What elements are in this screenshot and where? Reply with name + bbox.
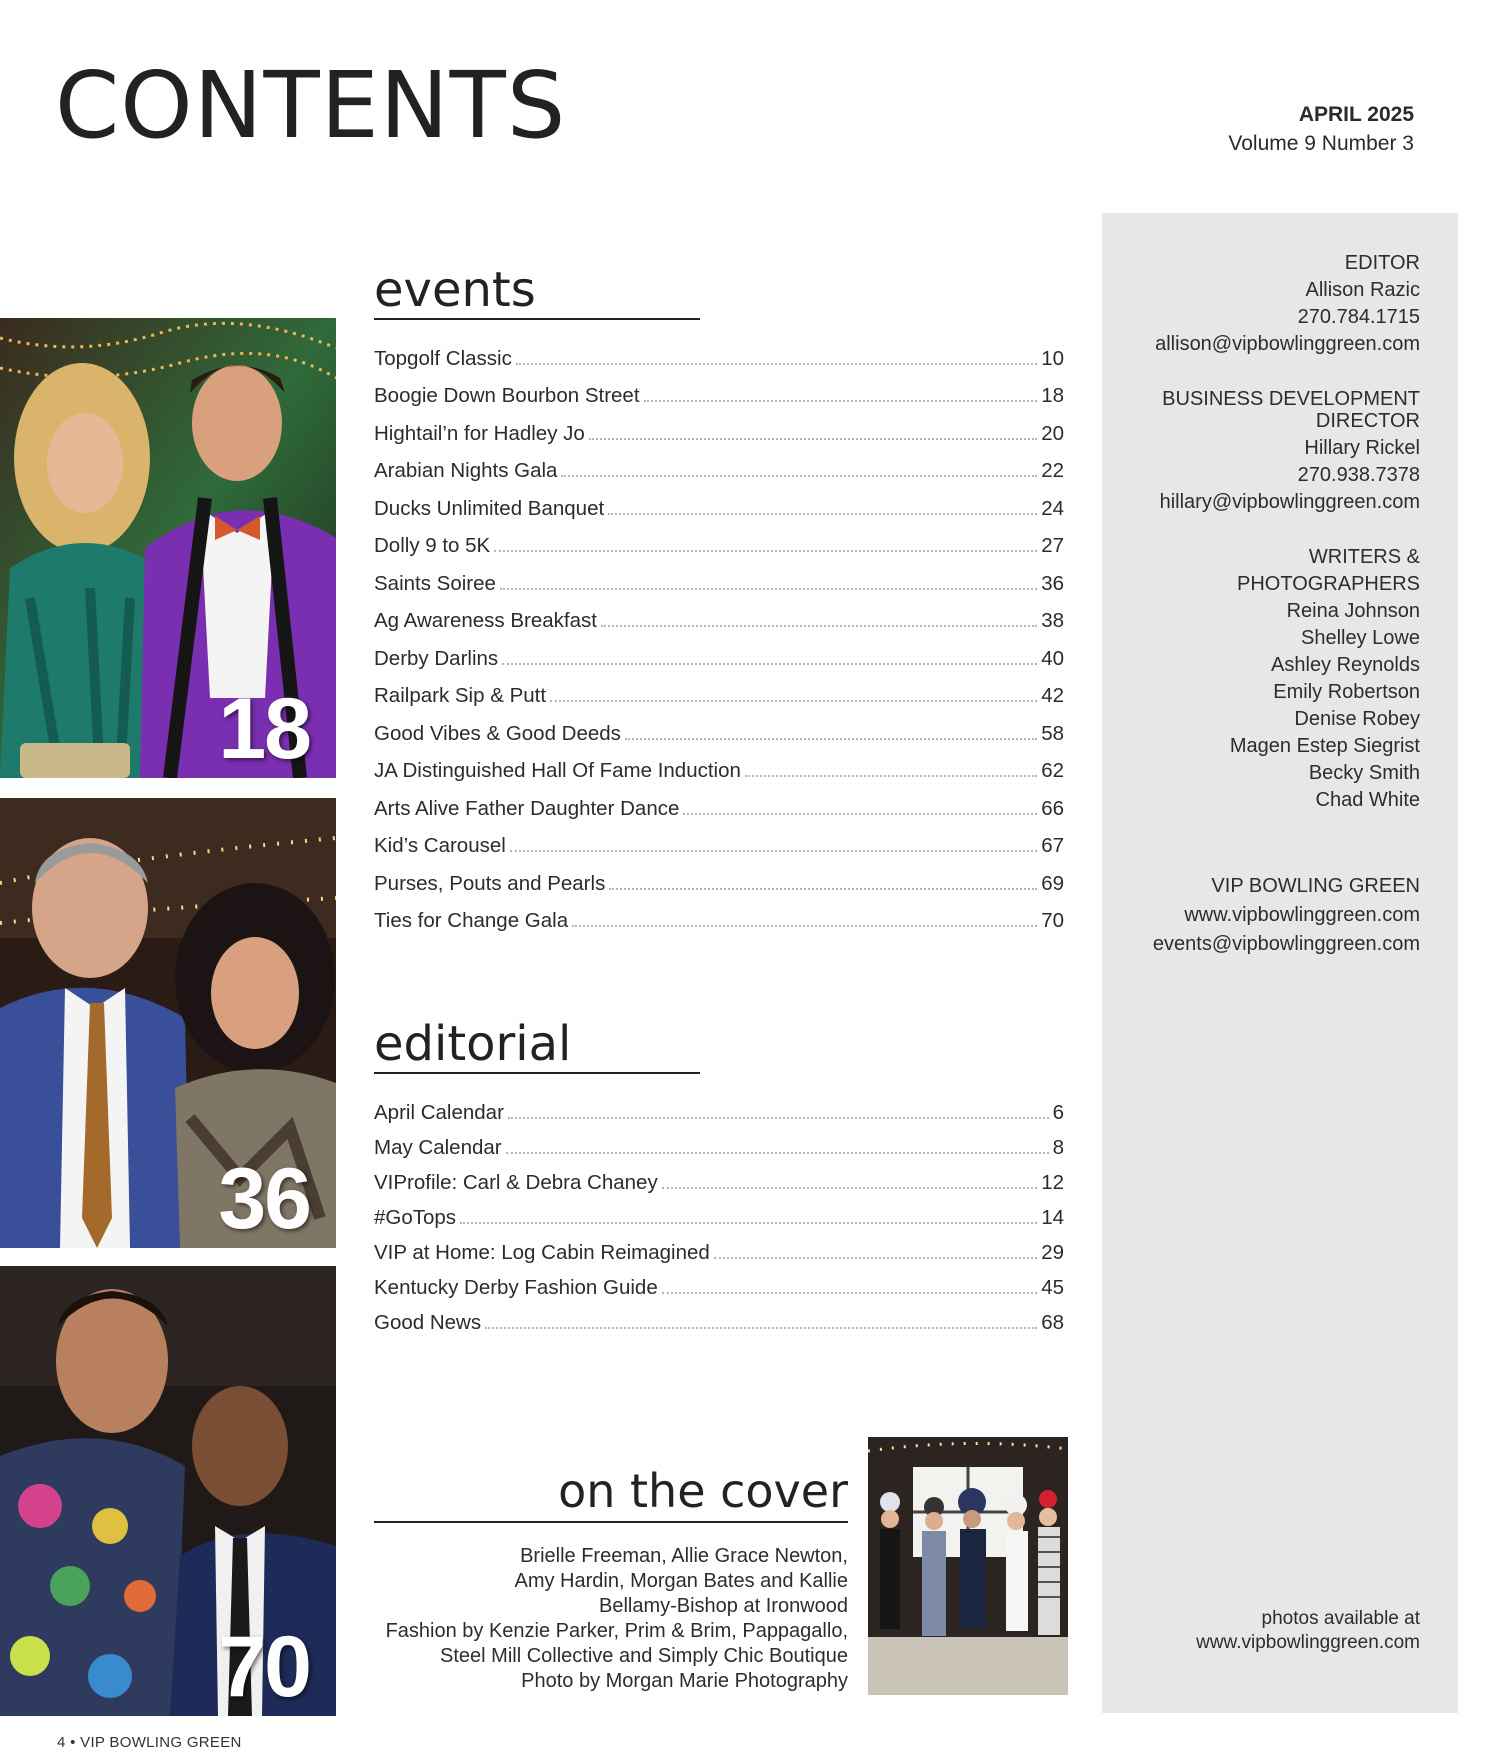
writer-name: Reina Johnson [1286,600,1420,622]
toc-entry-page: 45 [1041,1276,1064,1299]
writer-name: Becky Smith [1308,762,1420,784]
dot-leader [485,1327,1037,1329]
toc-row[interactable] [374,896,1064,934]
publication-website[interactable]: www.vipbowlinggreen.com [1184,904,1420,926]
publication-name: VIP BOWLING GREEN [1211,875,1420,897]
toc-entry-title: Kentucky Derby Fashion Guide [374,1276,658,1299]
toc-entry-title: Arts Alive Father Daughter Dance [374,796,680,820]
issue-month: APRIL 2025 [1298,103,1414,126]
toc-entry-title: April Calendar [374,1101,504,1124]
toc-entry-page: 12 [1041,1171,1064,1194]
photo-page-number: 18 [218,681,310,777]
toc-row[interactable] [374,1195,1064,1230]
event-photo-36 [0,798,336,1248]
toc-entry-page: 62 [1041,759,1064,782]
photo-page-number: 70 [218,1619,310,1715]
toc-row[interactable] [374,371,1064,409]
writer-name: Emily Robertson [1273,681,1420,703]
issue-info [1228,100,1414,158]
editor-phone: 270.784.1715 [1297,306,1420,328]
toc-entry-title: Good Vibes & Good Deeds [374,721,621,745]
cover-caption [374,1544,848,1694]
toc-entry-page: 20 [1041,421,1064,445]
event-photo-18 [0,318,336,778]
business-phone: 270.938.7378 [1297,464,1420,486]
cover-photo [868,1437,1068,1695]
toc-entry-title: Saints Soiree [374,571,496,595]
business-title-line1: BUSINESS DEVELOPMENT [1162,388,1420,410]
toc-entry-page: 22 [1041,459,1064,482]
toc-entry-title: Kid’s Carousel [374,834,506,857]
dot-leader [683,813,1037,815]
editor-name: Allison Razic [1305,279,1420,301]
footer-page-number: 4 [57,1734,66,1751]
cover-photo-image [868,1437,1068,1695]
toc-row[interactable] [374,708,1064,746]
toc-entry-page: 66 [1041,796,1064,820]
toc-entry-title: Purses, Pouts and Pearls [374,871,606,895]
toc-row[interactable] [374,446,1064,484]
toc-entry-title: VIP at Home: Log Cabin Reimagined [374,1241,710,1264]
publication-email[interactable]: events@vipbowlinggreen.com [1152,933,1420,955]
writer-name: Shelley Lowe [1301,627,1420,649]
footer-separator: • [70,1734,76,1751]
toc-entry-title: Ducks Unlimited Banquet [374,496,605,520]
cover-caption-line: Brielle Freeman, Allie Grace Newton, [520,1545,848,1567]
toc-entry-title: Good News [374,1311,482,1334]
dot-leader [714,1257,1037,1259]
dot-leader [662,1292,1037,1294]
toc-row[interactable] [374,671,1064,709]
page-title: CONTENTS [55,52,567,159]
writers-block [1230,544,1420,814]
writer-name: Chad White [1315,789,1420,811]
toc-entry-title: Arabian Nights Gala [374,459,558,482]
toc-entry-page: 68 [1041,1311,1064,1334]
business-block [1162,388,1420,432]
toc-entry-page: 10 [1041,346,1064,370]
editorial-list [374,1090,1064,1335]
photos-note-website[interactable]: www.vipbowlinggreen.com [1196,1632,1420,1653]
dot-leader [662,1187,1037,1189]
writers-title-line1: WRITERS & [1308,546,1420,568]
toc-row[interactable] [374,1300,1064,1335]
toc-entry-title: VIProfile: Carl & Debra Chaney [374,1171,658,1194]
cover-caption-line: Amy Hardin, Morgan Bates and Kallie [514,1570,848,1592]
toc-entry-page: 8 [1052,1136,1064,1159]
dot-leader [494,550,1037,552]
writer-name: Magen Estep Siegrist [1229,735,1420,757]
publication-block [1153,872,1420,959]
toc-row[interactable] [374,558,1064,596]
dot-leader [550,700,1037,702]
toc-entry-page: 24 [1041,496,1064,520]
toc-entry-title: Ties for Change Gala [374,909,569,932]
toc-row[interactable] [374,633,1064,671]
editor-title: EDITOR [1344,252,1420,274]
business-email: hillary@vipbowlinggreen.com [1159,491,1420,513]
toc-row[interactable] [374,408,1064,446]
toc-entry-title: Boogie Down Bourbon Street [374,384,640,407]
toc-entry-page: 38 [1041,609,1064,632]
toc-entry-page: 14 [1041,1206,1064,1229]
toc-row[interactable] [374,821,1064,859]
toc-row[interactable] [374,333,1064,371]
editor-email: allison@vipbowlinggreen.com [1155,333,1420,355]
toc-row[interactable] [374,783,1064,821]
cover-caption-line: Bellamy-Bishop at Ironwood [598,1595,848,1617]
events-list [374,333,1064,933]
toc-entry-page: 36 [1041,571,1064,595]
writers-list [1230,598,1420,814]
writers-title-line2: PHOTOGRAPHERS [1237,573,1420,595]
toc-entry-title: Ag Awareness Breakfast [374,609,597,632]
dot-leader [561,475,1037,477]
toc-entry-page: 6 [1052,1101,1064,1124]
dot-leader [644,400,1038,402]
toc-entry-page: 69 [1041,871,1064,895]
dot-leader [601,625,1037,627]
dot-leader [572,925,1037,927]
toc-row[interactable] [374,483,1064,521]
photo-page-number: 36 [218,1151,310,1247]
dot-leader [625,738,1037,740]
business-name: Hillary Rickel [1304,437,1420,459]
dot-leader [516,363,1037,365]
dot-leader [502,663,1037,665]
business-title-line2: DIRECTOR [1315,410,1420,432]
writer-name: Ashley Reynolds [1271,654,1420,676]
toc-row[interactable] [374,1090,1064,1125]
toc-entry-page: 27 [1041,534,1064,557]
toc-entry-title: Hightail’n for Hadley Jo [374,421,585,445]
toc-entry-page: 70 [1041,909,1064,932]
toc-entry-page: 58 [1041,721,1064,745]
toc-entry-page: 40 [1041,646,1064,670]
toc-entry-page: 18 [1041,384,1064,407]
issue-volume: Volume 9 Number 3 [1228,132,1414,155]
writer-name: Denise Robey [1294,708,1420,730]
toc-row[interactable] [374,1230,1064,1265]
photos-note-line1: photos available at [1261,1608,1420,1629]
toc-entry-title: #GoTops [374,1206,457,1229]
business-contact [1160,435,1420,516]
toc-entry-title: Topgolf Classic [374,346,512,370]
footer-publication: VIP BOWLING GREEN [80,1734,242,1751]
toc-entry-title: Derby Darlins [374,646,499,670]
toc-row[interactable] [374,746,1064,784]
dot-leader [608,513,1037,515]
cover-caption-line: Fashion by Kenzie Parker, Prim & Brim, Pappagallo, [385,1620,848,1642]
photos-note [1196,1607,1420,1655]
toc-entry-title: May Calendar [374,1136,502,1159]
toc-entry-title: Dolly 9 to 5K [374,534,491,557]
page-footer [57,1734,242,1751]
dot-leader [589,438,1037,440]
dot-leader [745,775,1037,777]
event-photo-70 [0,1266,336,1716]
toc-entry-page: 67 [1041,834,1064,857]
toc-entry-title: JA Distinguished Hall Of Fame Induction [374,759,741,782]
dot-leader [500,588,1037,590]
events-section-heading: events [374,266,700,320]
toc-row[interactable] [374,1125,1064,1160]
editor-block [1155,250,1420,358]
toc-entry-page: 29 [1041,1241,1064,1264]
toc-row[interactable] [374,858,1064,896]
cover-caption-line: Steel Mill Collective and Simply Chic Boutique [440,1645,848,1667]
cover-heading: on the cover [374,1466,848,1523]
toc-entry-title: Railpark Sip & Putt [374,684,547,707]
dot-leader [609,888,1037,890]
toc-entry-page: 42 [1041,684,1064,707]
dot-leader [508,1117,1049,1119]
dot-leader [506,1152,1049,1154]
dot-leader [460,1222,1037,1224]
toc-row[interactable] [374,521,1064,559]
dot-leader [510,850,1037,852]
toc-row[interactable] [374,1160,1064,1195]
editorial-section-heading: editorial [374,1020,700,1074]
cover-caption-line: Photo by Morgan Marie Photography [521,1670,848,1692]
toc-row[interactable] [374,1265,1064,1300]
toc-row[interactable] [374,596,1064,634]
